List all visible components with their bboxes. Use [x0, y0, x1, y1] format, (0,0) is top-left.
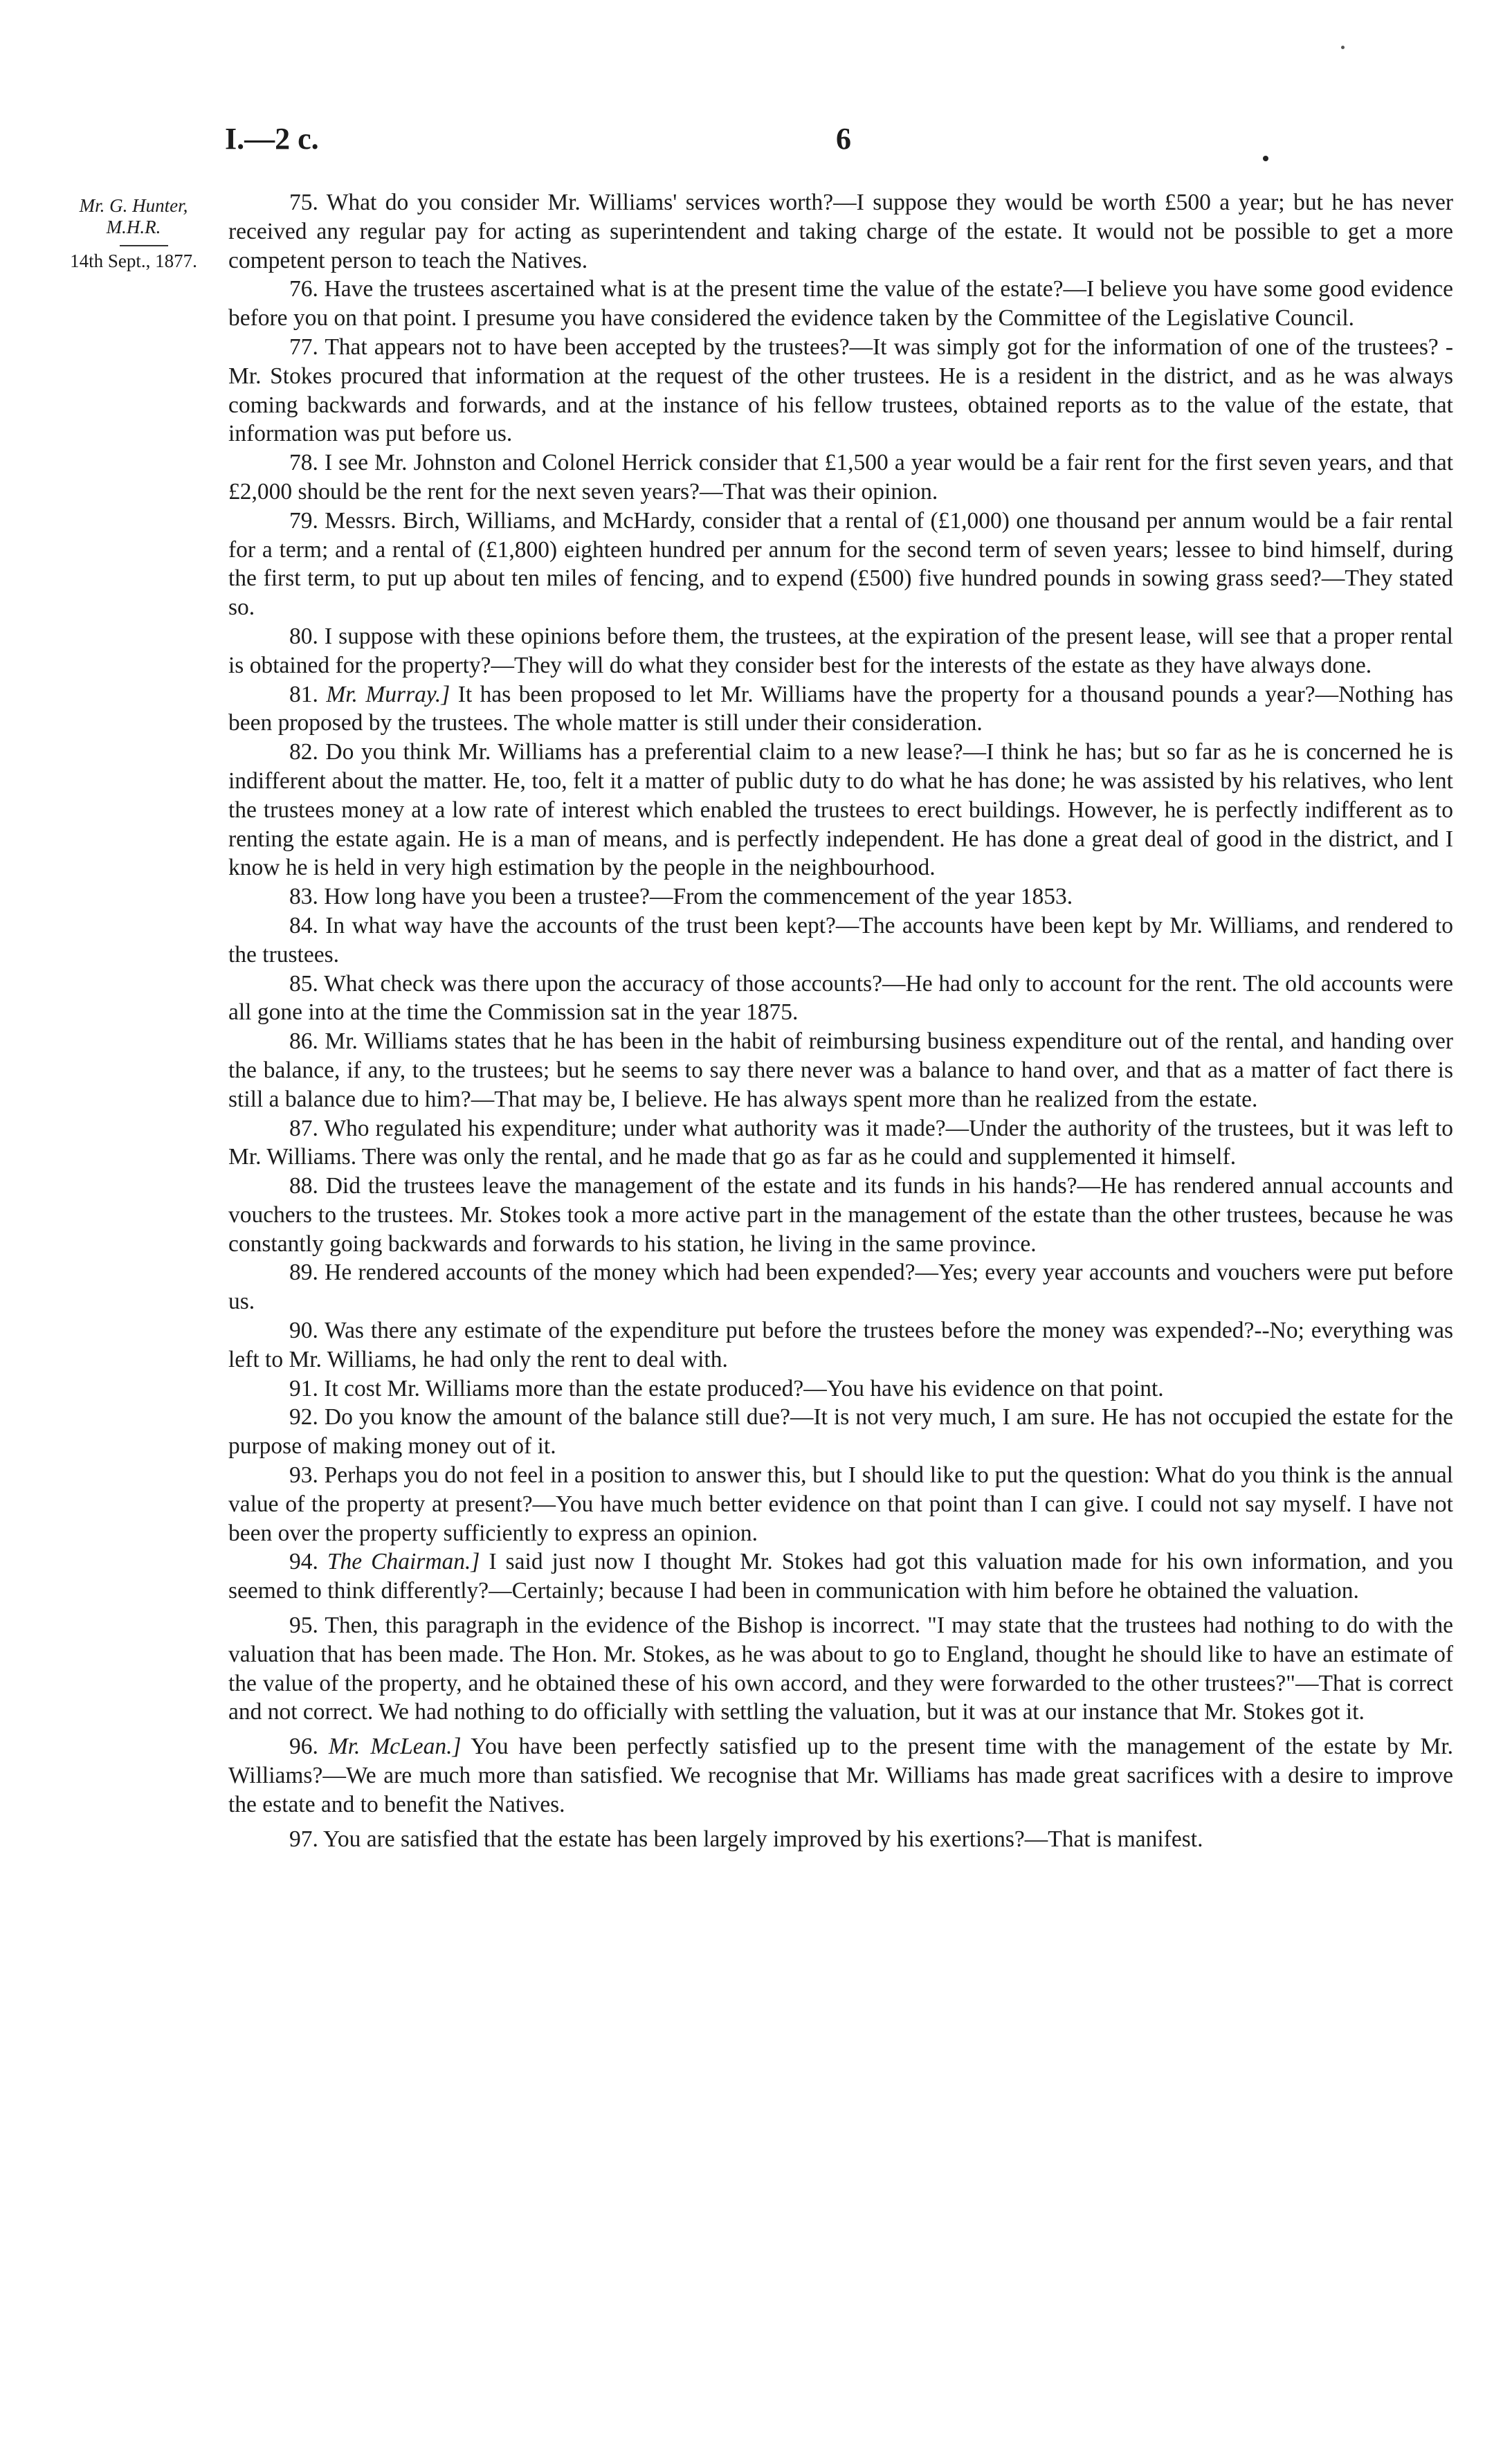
evidence-paragraph: 91. It cost Mr. Williams more than the estate produced?—You have his evidence on that point.	[289, 1375, 1164, 1401]
evidence-paragraph: 75. What do you consider Mr. Williams' services worth?—I suppose they would be worth £500 a year; but he has never received any regular pay for acting as superintendent and taking charge of the estate. It would not be possible to get a more competent person to teach the Natives.	[228, 190, 1453, 273]
evidence-paragraph: 89. He rendered accounts of the money which had been expended?—Yes; every year accounts and vouchers were put before us.	[228, 1260, 1453, 1315]
evidence-paragraph	[228, 1547, 1453, 1606]
evidence-paragraph	[228, 1732, 1453, 1819]
evidence-paragraph: 82. Do you think Mr. Williams has a preferential claim to a new lease?—I think he has; but so far as he is concerned he is indifferent about the matter. He, too, felt it a matter of public duty to do what he has done; he was assisted by his relatives, who lent the trustees money at a low rate of interest which enabled the trustees to erect buildings. However, he is perfectly indifferent as to renting the estate again. He is a man of means, and is perfectly independent. He has done a great deal of good in the district, and I know he is held in very high estimation by the people in the neighbourhood.	[228, 739, 1453, 881]
evidence-paragraph: 79. Messrs. Birch, Williams, and McHardy, consider that a rental of (£1,000) one thousand per annum would be a fair rental for a term; and a rental of (£1,800) eighteen hundred per annum for the second term of seven years; lessee to bind himself, during the first term, to put up about ten miles of fencing, and to expend (£500) five hundred pounds in sowing grass seed?—They stated so.	[228, 507, 1453, 621]
question-number: 94.	[289, 1549, 327, 1575]
question-number: 96.	[289, 1734, 329, 1760]
evidence-paragraph: 93. Perhaps you do not feel in a position to answer this, but I should like to put the question: What do you think is the annual value of the property at present?—You have much better evidence on that point than I can give. I could not say myself. I have not been over the property sufficiently to express an opinion.	[228, 1462, 1453, 1546]
speaker-name: Mr. McLean.]	[328, 1734, 462, 1760]
speaker-name: The Chairman.]	[327, 1549, 480, 1575]
page-number: 6	[836, 122, 851, 156]
evidence-paragraph: 86. Mr. Williams states that he has been in the habit of reimbursing business expenditure out of the rental, and handing over the balance, if any, to the trustees; but he seems to say there never was a balance to hand over, and that as a matter of fact there is still a balance due to him?—That may be, I believe. He has always spent more than he realized from the estate.	[228, 1028, 1453, 1112]
paragraph-text: It has been proposed to let Mr. Williams have the property for a thousand pounds a year?—Nothing has been proposed by the trustees. The whole matter is still under their consideration.	[228, 681, 1453, 736]
scan-mark	[1341, 46, 1345, 49]
evidence-paragraph: 83. How long have you been a trustee?—From the commencement of the year 1853.	[289, 884, 1073, 910]
evidence-paragraph: 77. That appears not to have been accepted by the trustees?—It was simply got for the information of one of the trustees? - Mr. Stokes procured that information at the request of the other trustees. He is a resident in the district, and as he was always coming backwards and forwards, and at the instance of his fellow trustees, obtained reports as to the value of the estate, that information was put before us.	[228, 334, 1453, 447]
evidence-paragraph: 78. I see Mr. Johnston and Colonel Herrick consider that £1,500 a year would be a fair rent for the first seven years, and that £2,000 should be the rent for the next seven years?—That was their opinion.	[228, 450, 1453, 505]
margin-note	[33, 195, 234, 272]
evidence-paragraph: 90. Was there any estimate of the expenditure put before the trustees before the money was expended?--No; everything was left to Mr. Williams, he had only the rent to deal with.	[228, 1318, 1453, 1372]
evidence-paragraph: 84. In what way have the accounts of the trust been kept?—The accounts have been kept by Mr. Williams, and rendered to the trustees.	[228, 912, 1453, 968]
evidence-paragraph: 97. You are satisfied that the estate has been largely improved by his exertions?—That is manifest.	[289, 1826, 1203, 1852]
evidence-paragraph: 85. What check was there upon the accuracy of those accounts?—He had only to account for the rent. The old accounts were all gone into at the time the Commission sat in the year 1875.	[228, 970, 1453, 1026]
scan-dot	[1263, 156, 1268, 161]
evidence-date: 14th Sept., 1877.	[70, 251, 197, 271]
evidence-paragraph: 87. Who regulated his expenditure; under what authority was it made?—Under the authority of the trustees, but it was left to Mr. Williams. There was only the rental, and he made that go as far as he could and supplemented it himself.	[228, 1115, 1453, 1170]
question-number: 81.	[289, 681, 327, 707]
evidence-paragraph: 76. Have the trustees ascertained what is at the present time the value of the estate?—I believe you have some good evidence before you on that point. I presume you have considered the evidence taken by the Committee of the Legislative Council.	[228, 276, 1453, 332]
evidence-paragraph: 80. I suppose with these opinions before them, the trustees, at the expiration of the present lease, will see that a proper rental is obtained for the property?—They will do what they consider best for the interests of the estate as they have always done.	[228, 623, 1453, 678]
page-header	[225, 121, 1512, 170]
witness-title: M.H.R.	[106, 217, 161, 237]
parliamentary-paper-reference: I.—2 c.	[225, 122, 319, 156]
paragraph-text: I said just now I thought Mr. Stokes had got this valuation made for his own information, and you seemed to think differently?—Certainly; because I had been in communication with him before he obtained the valuation.	[228, 1549, 1453, 1604]
paragraph-text: You have been perfectly satisfied up to the present time with the management of the estate by Mr. Williams?—We are much more than satisfied. We recognise that Mr. Williams has made great sacrifices with a desire to improve the estate and to benefit the Natives.	[228, 1734, 1454, 1817]
evidence-body	[228, 188, 1453, 1853]
speaker-name: Mr. Murray.]	[326, 681, 450, 707]
evidence-paragraph: 95. Then, this paragraph in the evidence of the Bishop is incorrect. "I may state that the trustees had nothing to do with the valuation that has been made. The Hon. Mr. Stokes, as he was about to go to England, thought he should like to have an estimate of the value of the property, and he obtained these of his own accord, and they were forwarded to the other trustees?"—That is correct and not correct. We had nothing to do officially with settling the valuation, but it was at our instance that Mr. Stokes got it.	[228, 1613, 1453, 1725]
evidence-paragraph	[228, 680, 1453, 738]
evidence-paragraph: 88. Did the trustees leave the management of the estate and its funds in his hands?—He has rendered annual accounts and vouchers to the trustees. Mr. Stokes took a more active part in the management of the estate than the other trustees, because he was constantly going backwards and forwards to his station, he living in the same province.	[228, 1173, 1453, 1257]
margin-rule	[120, 245, 168, 246]
witness-name: Mr. G. Hunter,	[79, 195, 188, 216]
evidence-paragraph: 92. Do you know the amount of the balance still due?—It is not very much, I am sure. He has not occupied the estate for the purpose of making money out of it.	[228, 1404, 1453, 1460]
